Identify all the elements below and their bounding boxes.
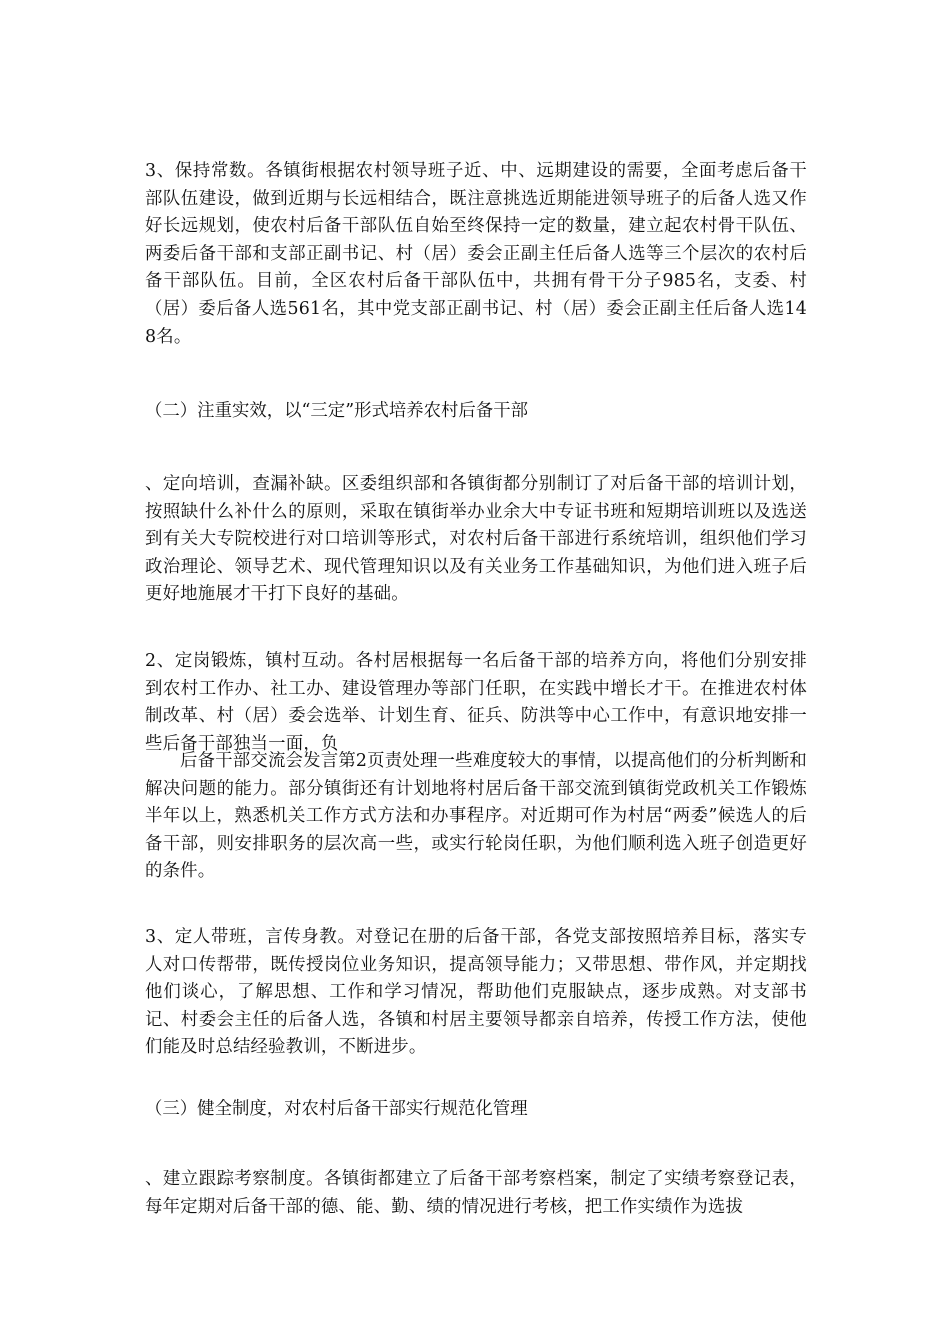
- paragraph-mentoring: 3、定人带班，言传身教。对登记在册的后备干部，各党支部按照培养目标，落实专人对口传帮带，既传授岗位业务知识，提高领导能力；又带思想、带作风，并定期找他们谈心，了解思想、工作和学习情况，帮助他们克服缺点，逐步成熟。对支部书记、村委会主任的后备人选，各镇和村居主要领导都亲自培养，传授工作方法，使他们能及时总结经验教训，不断进步。: [145, 927, 807, 1058]
- paragraph-directed-training: 、定向培训，查漏补缺。区委组织部和各镇街都分别制订了对后备干部的培训计划，按照缺什么补什么的原则，采取在镇街举办业余大中专证书班和短期培训班以及选送到有关大专院校进行对口培训等形式，对农村后备干部进行系统培训，组织他们学习政治理论、领导艺术、现代管理知识以及有关业务工作基础知识，为他们进入班子后更好地施展才干打下良好的基础。: [145, 474, 807, 605]
- paragraph-post-training: 2、定岗锻炼，镇村互动。各村居根据每一名后备干部的培养方向，将他们分别安排到农村工作办、社工办、建设管理办等部门任职，在实践中增长才干。在推进农村体制改革、村（居）委会选举、计划生育、征兵、防洪等中心工作中，有意识地安排一些后备干部独当一面，负: [145, 651, 807, 754]
- paragraph-post-training-continued: 后备干部交流会发言第2页责处理一些难度较大的事情，以提高他们的分析判断和解决问题的能力。部分镇街还有计划地将村居后备干部交流到镇街党政机关工作锻炼半年以上，熟悉机关工作方式方法和办事程序。对近期可作为村居“两委”候选人的后备干部，则安排职务的层次高一些，或实行轮岗任职，为他们顺利选入班子创造更好的条件。: [145, 751, 807, 882]
- paragraph-tracking-system: 、建立跟踪考察制度。各镇街都建立了后备干部考察档案，制定了实绩考察登记表，每年定期对后备干部的德、能、勤、绩的情况进行考核，把工作实绩作为选拔: [145, 1169, 807, 1217]
- section-heading-three: （三）健全制度，对农村后备干部实行规范化管理: [145, 1099, 528, 1119]
- section-heading-two: （二）注重实效，以“三定”形式培养农村后备干部: [145, 401, 528, 421]
- paragraph-maintain-numbers: 3、保持常数。各镇街根据农村领导班子近、中、远期建设的需要，全面考虑后备干部队伍建设，做到近期与长远相结合，既注意挑选近期能进领导班子的后备人选又作好长远规划，使农村后备干部队伍自始至终保持一定的数量，建立起农村骨干队伍、两委后备干部和支部正副书记、村（居）委会正副主任后备人选等三个层次的农村后备干部队伍。目前，全区农村后备干部队伍中，共拥有骨干分子985名，支委、村（居）委后备人选561名，其中党支部正副书记、村（居）委会正副主任后备人选148名。: [145, 161, 807, 347]
